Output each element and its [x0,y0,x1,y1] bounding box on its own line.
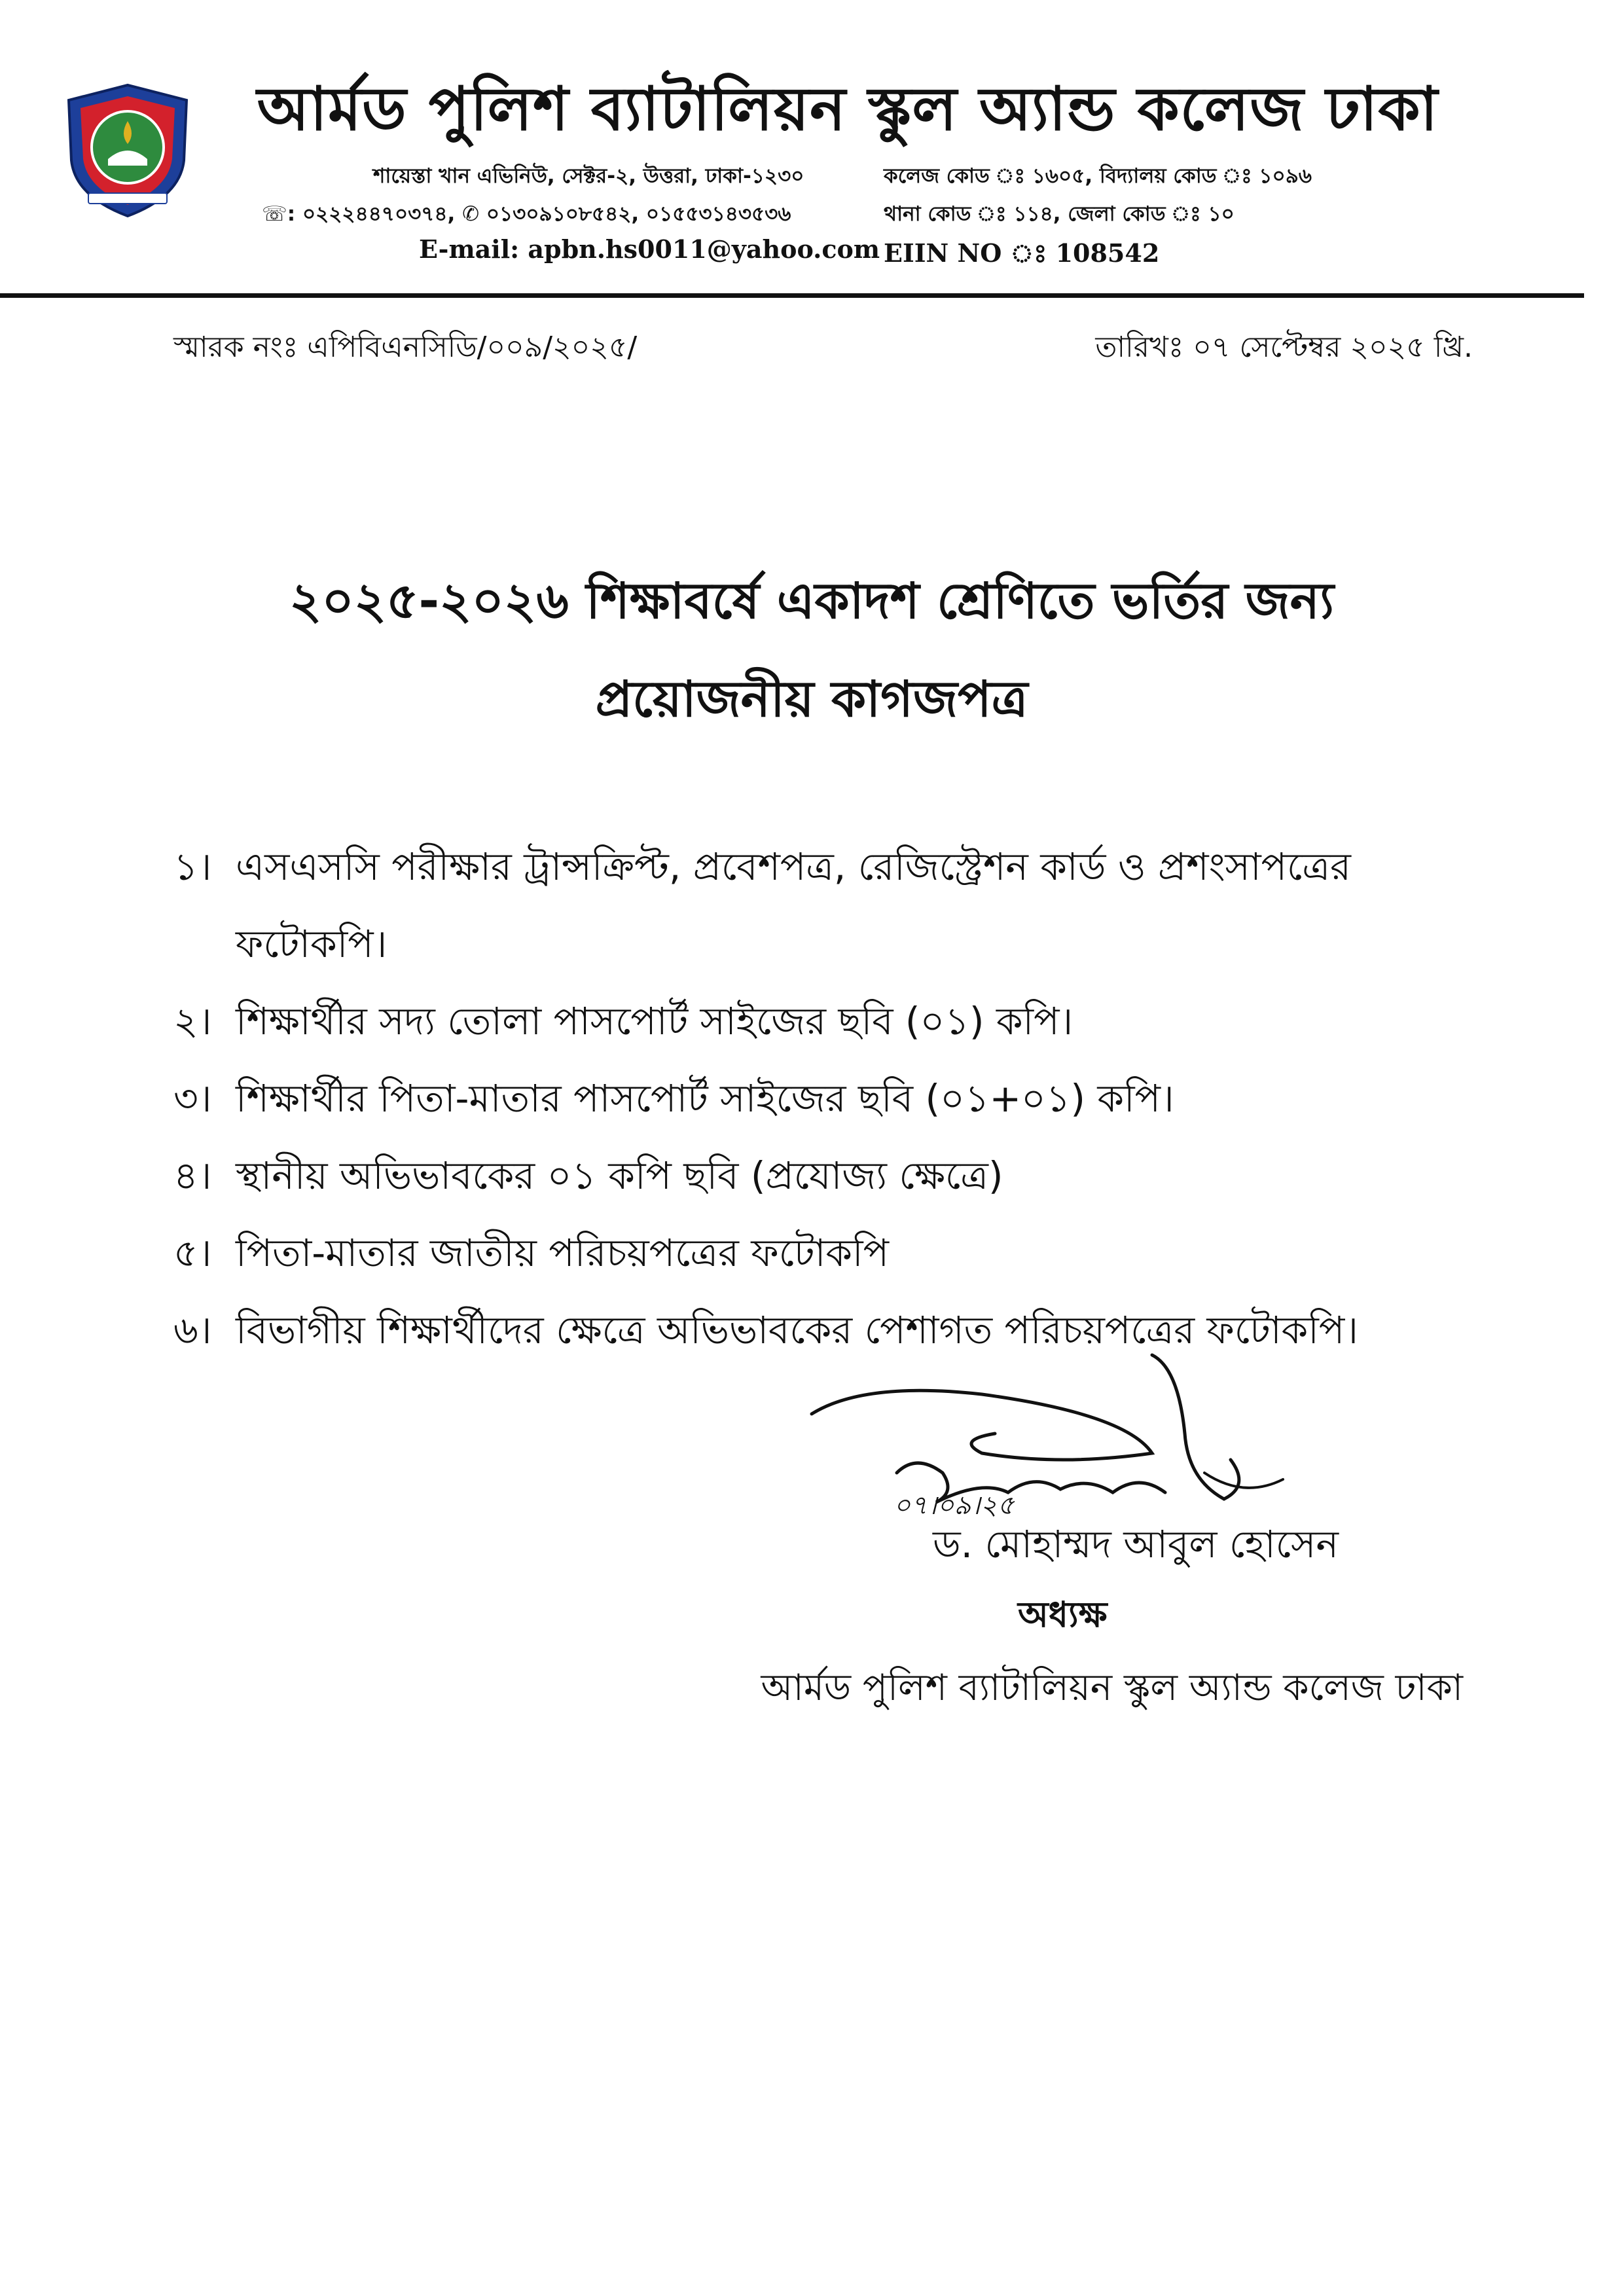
signer-designation: অধ্যক্ষ [1018,1594,1108,1635]
school-name: আর্মড পুলিশ ব্যাটালিয়ন স্কুল অ্যান্ড কলেজ ঢাকা [257,74,1439,144]
college-code: কলেজ কোড ঃ ১৬০৫, বিদ্যালয় কোড ঃ ১০৯৬ [884,164,1312,188]
signer-name: ড. মোহাম্মদ আবুল হোসেন [932,1522,1339,1566]
list-item [173,1214,1417,1292]
notice-subtitle: প্রয়োজনীয় কাগজপত্র [595,670,1028,728]
notice-title: ২০২৫-২০২৬ শিক্ষাবর্ষে একাদশ শ্রেণিতে ভর্তির জন্য [289,571,1334,630]
thana-code: থানা কোড ঃ ১১৪, জেলা কোড ঃ ১০ [884,202,1235,226]
list-item-text: বিভাগীয় শিক্ষার্থীদের ক্ষেত্রে অভিভাবকের পেশাগত পরিচয়পত্রের ফটোকপি। [236,1308,1358,1352]
list-item-text: পিতা-মাতার জাতীয় পরিচয়পত্রের ফটোকপি [236,1231,889,1275]
list-item-text: শিক্ষার্থীর পিতা-মাতার পাসপোর্ট সাইজের ছবি (০১+০১) কপি। [236,1076,1174,1121]
list-item-number: ৪। [173,1153,212,1198]
header-divider [0,293,1584,298]
list-item-number: ২। [173,999,212,1043]
signature-date: ০৭।০৯।২৫ [893,1491,1015,1521]
list-item [173,1137,1417,1214]
email-address: E-mail: apbn.hs0011@yahoo.com [419,234,880,264]
phone-numbers: ☏: ০২২২৪৪৭০৩৭৪, ✆ ০১৩০৯১০৮৫৪২, ০১৫৫৩১৪৩৫৩৬ [262,202,791,226]
school-address: শায়েস্তা খান এভিনিউ, সেক্টর-২, উত্তরা, ঢাকা-১২৩০ [373,164,804,188]
list-item-text: শিক্ষার্থীর সদ্য তোলা পাসপোর্ট সাইজের ছবি (০১) কপি। [236,999,1074,1043]
list-item [173,828,1417,983]
list-item [173,983,1417,1060]
list-item-text: এসএসসি পরীক্ষার ট্রান্সক্রিপ্ট, প্রবেশপত্র, রেজিস্ট্রেশন কার্ড ও প্রশংসাপত্রের ফটোকপি। [236,844,1351,966]
memo-reference: স্মারক নংঃ এপিবিএনসিডি/০০৯/২০২৫/ [173,331,638,364]
list-item-number: ৬। [173,1308,212,1352]
school-logo [62,82,193,219]
list-item-number: ৫। [173,1231,212,1275]
signer-organization: আর্মড পুলিশ ব্যাটালিয়ন স্কুল অ্যান্ড কলেজ ঢাকা [761,1667,1463,1709]
requirements-list [173,828,1417,1369]
memo-date: তারিখঃ ০৭ সেপ্টেম্বর ২০২৫ খ্রি. [1095,331,1473,364]
eiin-number: EIIN NO ঃ 108542 [884,238,1160,268]
list-item-text: স্থানীয় অভিভাবকের ০১ কপি ছবি (প্রযোজ্য ক্ষেত্রে) [236,1153,1003,1198]
list-item-number: ৩। [173,1076,212,1121]
list-item [173,1060,1417,1137]
list-item-number: ১। [173,844,212,889]
